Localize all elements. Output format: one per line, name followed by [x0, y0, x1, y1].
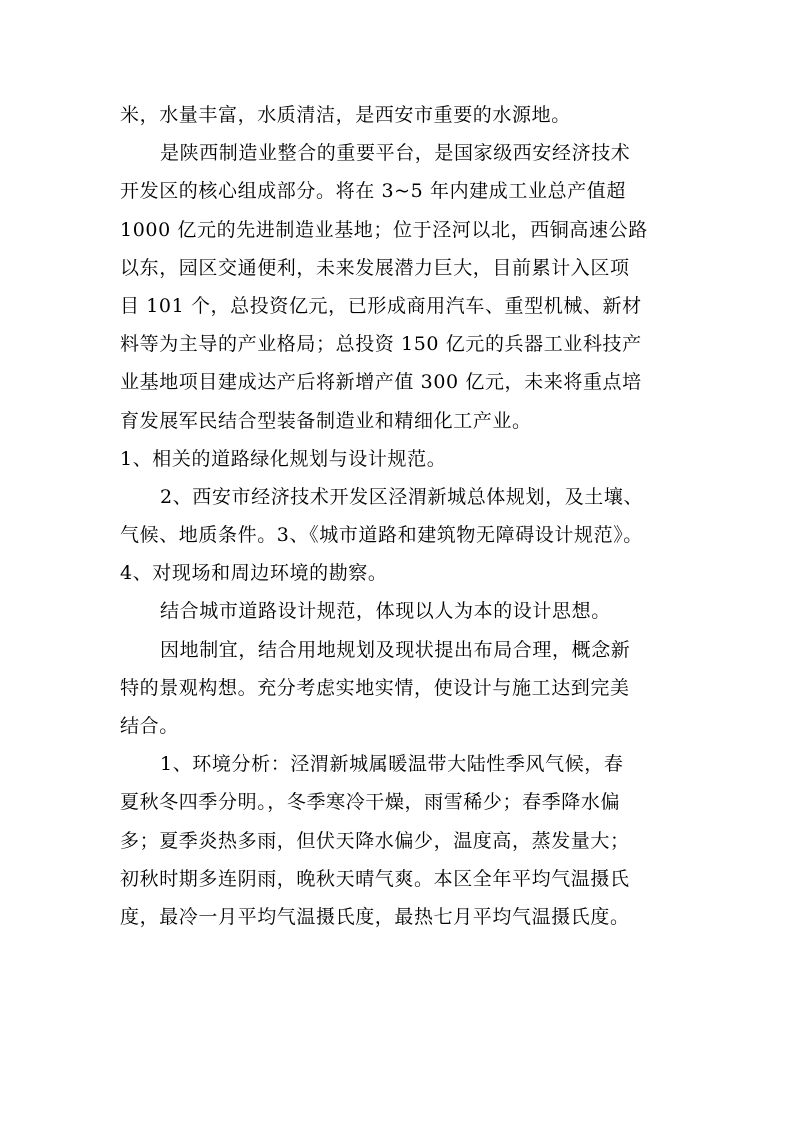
text-line: 度，最冷一月平均气温摄氏度，最热七月平均气温摄氏度。 [120, 905, 630, 928]
text-line: 初秋时期多连阴雨，晚秋天晴气爽。本区全年平均气温摄氏 [120, 867, 630, 890]
text-line: 1、环境分析：泾渭新城属暖温带大陆性季风气候，春 [160, 753, 624, 776]
text-line: 因地制宜，结合用地规划及现状提出布局合理，概念新 [160, 638, 631, 661]
text-line: 结合城市道路设计规范，体现以人为本的设计思想。 [160, 600, 611, 623]
text-line: 气候、地质条件。3、《城市道路和建筑物无障碍设计规范》。 [120, 524, 643, 547]
text-line: 1000 亿元的先进制造业基地；位于泾河以北，西铜高速公路 [120, 218, 648, 241]
text-line: 业基地项目建成达产后将新增产值 300 亿元，未来将重点培 [120, 371, 642, 394]
text-line: 料等为主导的产业格局；总投资 150 亿元的兵器工业科技产 [120, 333, 642, 356]
text-line: 米，水量丰富，水质清洁，是西安市重要的水源地。 [120, 104, 571, 126]
text-line: 以东，园区交通便利，未来发展潜力巨大，目前累计入区项 [120, 256, 630, 279]
text-line: 2、西安市经济技术开发区泾渭新城总体规划，及土壤、 [160, 485, 644, 508]
text-line: 4、对现场和周边环境的勘察。 [120, 562, 388, 585]
text-line: 多；夏季炎热多雨，但伏天降水偏少，温度高，蒸发量大； [120, 829, 630, 852]
document-page [120, 96, 680, 936]
text-line: 开发区的核心组成部分。将在 3~5 年内建成工业总产值超 [120, 180, 626, 203]
text-line: 夏秋冬四季分明。，冬季寒冷干燥，雨雪稀少；春季降水偏 [120, 791, 621, 814]
text-line: 目 101 个，总投资亿元，已形成商用汽车、重型机械、新材 [120, 294, 642, 317]
text-line: 特的景观构想。充分考虑实地实情，使设计与施工达到完美 [120, 676, 630, 699]
text-line: 育发展军民结合型装备制造业和精细化工产业。 [120, 409, 532, 432]
text-line: 结合。 [120, 715, 179, 737]
text-line: 是陕西制造业整合的重要平台，是国家级西安经济技术 [160, 142, 631, 165]
text-line: 1、相关的道路绿化规划与设计规范。 [120, 447, 447, 470]
